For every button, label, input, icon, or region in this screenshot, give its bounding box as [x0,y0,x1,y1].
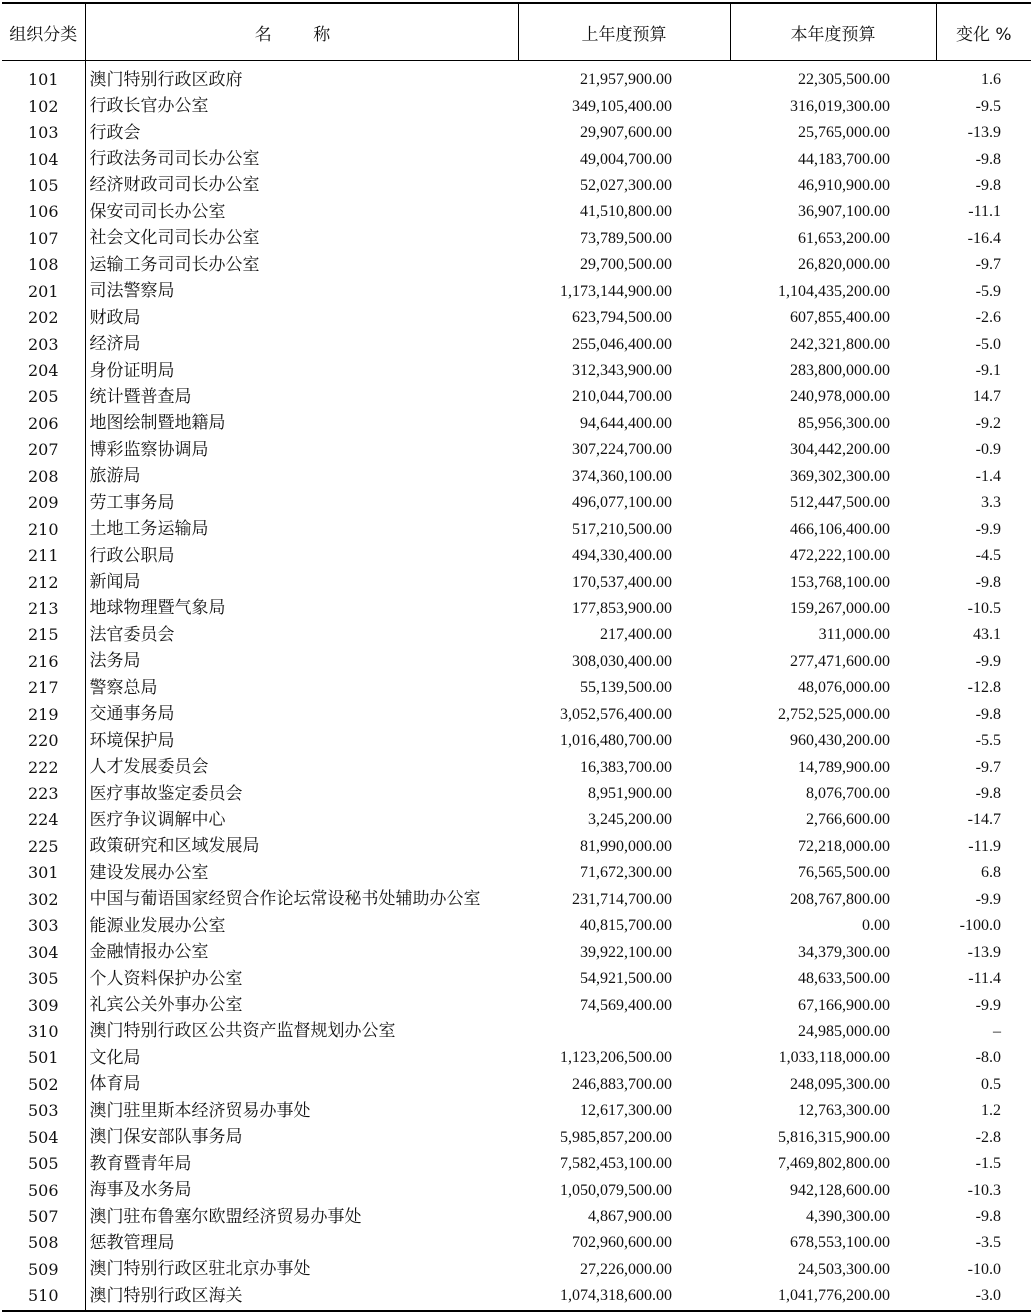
row-change-percent: -9.7 [975,256,1001,274]
row-name: 劳工事务局 [85,490,518,516]
row-name: 澳门特别行政区公共资产监督规划办公室 [85,1019,518,1045]
row-change-percent: -8.0 [975,1049,1001,1067]
row-curr-year-budget: 248,095,300.00 [790,1075,890,1093]
row-curr-year-budget: 48,076,000.00 [798,679,890,697]
row-prev-year-budget: 3,245,200.00 [588,811,672,829]
row-prev-year-budget: 94,644,400.00 [580,414,672,432]
row-prev-year-budget: 517,210,500.00 [572,520,672,538]
table-row [2,754,1031,780]
row-change-percent: -5.5 [975,732,1001,750]
header-curr-year: 本年度预算 [730,3,936,61]
table-row [2,384,1031,410]
row-change-percent: -3.5 [975,1234,1001,1252]
row-code: 207 [27,440,59,460]
row-curr-year-budget: 85,956,300.00 [798,414,890,432]
row-change-percent: – [993,1022,1001,1040]
row-curr-year-budget: 607,855,400.00 [790,309,890,327]
table-row [2,1257,1031,1283]
row-code: 222 [27,757,59,777]
row-curr-year-budget: 466,106,400.00 [790,520,890,538]
row-prev-year-budget: 16,383,700.00 [580,758,672,776]
table-row [2,358,1031,384]
table-row [2,516,1031,542]
row-name: 保安司司长办公室 [85,199,518,225]
row-prev-year-budget: 3,052,576,400.00 [560,705,672,723]
row-prev-year-budget: 170,537,400.00 [572,573,672,591]
row-curr-year-budget: 1,041,776,200.00 [730,1283,936,1310]
row-name: 建设发展办公室 [85,860,518,886]
row-name: 法务局 [85,649,518,675]
row-name: 统计暨普查局 [85,384,518,410]
row-code: 209 [27,493,59,513]
table-row [2,490,1031,516]
row-name: 人才发展委员会 [85,754,518,780]
row-name: 司法警察局 [85,279,518,305]
row-curr-year-budget: 61,653,200.00 [798,229,890,247]
row-name: 行政会 [85,120,518,146]
row-prev-year-budget: 41,510,800.00 [580,203,672,221]
row-change-percent: -9.9 [975,890,1001,908]
table-row [2,702,1031,728]
row-prev-year-budget: 5,985,857,200.00 [560,1128,672,1146]
row-prev-year-budget: 4,867,900.00 [588,1208,672,1226]
row-change-percent: -1.4 [975,467,1001,485]
row-curr-year-budget: 208,767,800.00 [790,890,890,908]
row-code: 217 [27,678,59,698]
row-change-percent: -9.9 [975,520,1001,538]
row-name: 澳门特别行政区海关 [85,1283,518,1310]
row-code: 507 [27,1207,59,1227]
table-row [2,649,1031,675]
row-prev-year-budget: 52,027,300.00 [580,176,672,194]
row-prev-year-budget: 74,569,400.00 [580,996,672,1014]
row-prev-year-budget: 27,226,000.00 [580,1260,672,1278]
row-code: 216 [27,651,59,671]
row-name: 经济局 [85,331,518,357]
row-curr-year-budget: 24,503,300.00 [798,1260,890,1278]
row-code: 505 [27,1154,59,1174]
row-change-percent: 1.2 [981,1102,1001,1120]
row-name: 海事及水务局 [85,1177,518,1203]
row-curr-year-budget: 311,000.00 [818,626,890,644]
row-curr-year-budget: 44,183,700.00 [798,150,890,168]
table-body [2,61,1031,1311]
row-change-percent: 1.6 [981,71,1001,89]
header-name: 名 称 [85,3,518,61]
row-code: 108 [27,255,59,275]
row-prev-year-budget: 217,400.00 [600,626,672,644]
row-code: 303 [27,916,59,936]
row-name: 文化局 [85,1045,518,1071]
row-prev-year-budget: 54,921,500.00 [580,970,672,988]
row-curr-year-budget: 7,469,802,800.00 [778,1155,890,1173]
row-curr-year-budget: 22,305,500.00 [798,71,890,89]
row-curr-year-budget: 8,076,700.00 [806,785,890,803]
row-name: 交通事务局 [85,702,518,728]
row-code: 508 [27,1233,59,1253]
row-code: 104 [27,149,59,169]
row-prev-year-budget: 496,077,100.00 [572,494,672,512]
row-prev-year-budget: 55,139,500.00 [580,679,672,697]
row-change-percent: -10.0 [967,1260,1001,1278]
row-name: 澳门特别行政区政府 [85,61,518,94]
table-row [2,279,1031,305]
row-name: 政策研究和区域发展局 [85,834,518,860]
row-prev-year-budget: 29,700,500.00 [580,256,672,274]
table-row [2,120,1031,146]
row-curr-year-budget: 153,768,100.00 [790,573,890,591]
row-code: 201 [27,281,59,301]
row-curr-year-budget: 76,565,500.00 [798,864,890,882]
table-header [2,3,1031,61]
row-prev-year-budget: 374,360,100.00 [572,467,672,485]
row-change-percent: -9.2 [975,414,1001,432]
row-name: 澳门保安部队事务局 [85,1125,518,1151]
row-code: 105 [27,175,59,195]
table-row [2,331,1031,357]
row-curr-year-budget: 25,765,000.00 [798,124,890,142]
row-code: 106 [27,202,59,222]
row-code: 211 [27,546,59,566]
row-curr-year-budget: 2,752,525,000.00 [778,705,890,723]
row-change-percent: -11.9 [968,837,1001,855]
row-change-percent: 3.3 [981,494,1001,512]
header-row [2,3,1031,61]
row-prev-year-budget: 49,004,700.00 [580,150,672,168]
row-name: 中国与葡语国家经贸合作论坛常设秘书处辅助办公室 [85,887,518,913]
row-code: 205 [27,387,59,407]
table-row [2,1098,1031,1124]
table-row [2,622,1031,648]
row-name: 医疗事故鉴定委员会 [85,781,518,807]
row-change-percent: 14.7 [973,388,1001,406]
row-name: 行政长官办公室 [85,93,518,119]
table-row [2,939,1031,965]
header-code: 组织分类 [2,3,85,61]
table-row [2,569,1031,595]
row-code: 215 [27,625,59,645]
row-change-percent: -3.0 [936,1283,1031,1310]
row-change-percent: -9.1 [975,362,1001,380]
row-name: 警察总局 [85,675,518,701]
row-name: 能源业发展办公室 [85,913,518,939]
table-row [2,61,1031,94]
row-code: 103 [27,123,59,143]
row-name: 财政局 [85,305,518,331]
row-code: 213 [27,598,59,618]
row-curr-year-budget: 283,800,000.00 [790,362,890,380]
row-code: 506 [27,1180,59,1200]
row-prev-year-budget: 623,794,500.00 [572,309,672,327]
table-row [2,675,1031,701]
row-prev-year-budget: 308,030,400.00 [572,652,672,670]
row-curr-year-budget: 0.00 [862,917,890,935]
row-prev-year-budget: 81,990,000.00 [580,837,672,855]
row-code: 502 [27,1074,59,1094]
row-code: 204 [27,361,59,381]
row-curr-year-budget: 34,379,300.00 [798,943,890,961]
row-change-percent: -9.9 [975,652,1001,670]
row-curr-year-budget: 67,166,900.00 [798,996,890,1014]
row-change-percent: -9.8 [975,150,1001,168]
row-prev-year-budget: 702,960,600.00 [572,1234,672,1252]
row-name: 新闻局 [85,569,518,595]
row-prev-year-budget: 1,074,318,600.00 [518,1283,730,1310]
row-change-percent: -14.7 [967,811,1001,829]
row-curr-year-budget: 2,766,600.00 [806,811,890,829]
row-prev-year-budget: 39,922,100.00 [580,943,672,961]
row-prev-year-budget: 246,883,700.00 [572,1075,672,1093]
table-row [2,252,1031,278]
row-change-percent: -12.8 [967,679,1001,697]
row-code: 101 [27,70,59,90]
row-change-percent: -10.3 [967,1181,1001,1199]
row-prev-year-budget: 1,123,206,500.00 [560,1049,672,1067]
row-curr-year-budget: 240,978,000.00 [790,388,890,406]
table-row [2,1072,1031,1098]
row-curr-year-budget: 5,816,315,900.00 [778,1128,890,1146]
row-curr-year-budget: 36,907,100.00 [798,203,890,221]
row-curr-year-budget: 316,019,300.00 [790,97,890,115]
table-row [2,1019,1031,1045]
row-code: 510 [2,1283,85,1310]
row-name: 社会文化司司长办公室 [85,226,518,252]
row-name: 礼宾公关外事办公室 [85,992,518,1018]
table-row [2,860,1031,886]
row-change-percent: -9.9 [975,996,1001,1014]
row-prev-year-budget: 494,330,400.00 [572,547,672,565]
row-name: 澳门特别行政区驻北京办事处 [85,1257,518,1283]
row-change-percent: -11.4 [968,970,1001,988]
budget-table [2,2,1031,1312]
row-change-percent: -16.4 [967,229,1001,247]
row-code: 208 [27,466,59,486]
row-name: 土地工务运输局 [85,516,518,542]
row-change-percent: -9.7 [975,758,1001,776]
row-curr-year-budget: 48,633,500.00 [798,970,890,988]
row-change-percent: -0.9 [975,441,1001,459]
row-change-percent: -100.0 [959,917,1001,935]
row-curr-year-budget: 369,302,300.00 [790,467,890,485]
row-code: 210 [27,519,59,539]
row-name: 环境保护局 [85,728,518,754]
row-prev-year-budget: 73,789,500.00 [580,229,672,247]
row-prev-year-budget: 12,617,300.00 [580,1102,672,1120]
row-curr-year-budget: 472,222,100.00 [790,547,890,565]
row-change-percent: -13.9 [967,943,1001,961]
row-prev-year-budget: 21,957,900.00 [580,71,672,89]
row-curr-year-budget: 678,553,100.00 [790,1234,890,1252]
table-row [2,1177,1031,1203]
row-code: 212 [27,572,59,592]
row-name: 经济财政司司长办公室 [85,173,518,199]
row-change-percent: 43.1 [973,626,1001,644]
row-name: 身份证明局 [85,358,518,384]
table-row [2,913,1031,939]
row-change-percent: 0.5 [981,1075,1001,1093]
row-change-percent: -2.6 [975,309,1001,327]
row-prev-year-budget: 312,343,900.00 [572,362,672,380]
row-prev-year-budget: 177,853,900.00 [572,599,672,617]
row-code: 220 [27,731,59,751]
row-curr-year-budget: 1,104,435,200.00 [778,282,890,300]
row-code: 504 [27,1127,59,1147]
row-code: 302 [27,889,59,909]
row-code: 225 [27,836,59,856]
row-change-percent: -9.8 [975,705,1001,723]
row-curr-year-budget: 26,820,000.00 [798,256,890,274]
row-code: 102 [27,96,59,116]
row-name: 澳门驻里斯本经济贸易办事处 [85,1098,518,1124]
row-code: 107 [27,228,59,248]
row-code: 224 [27,810,59,830]
table-row [2,596,1031,622]
table-row [2,464,1031,490]
row-change-percent: -9.8 [975,176,1001,194]
table-row [2,728,1031,754]
row-prev-year-budget: 255,046,400.00 [572,335,672,353]
row-code: 223 [27,784,59,804]
header-prev-year: 上年度预算 [518,3,730,61]
row-code: 503 [27,1101,59,1121]
row-code: 203 [27,334,59,354]
row-change-percent: -9.8 [975,1208,1001,1226]
row-name: 澳门驻布鲁塞尔欧盟经济贸易办事处 [85,1204,518,1230]
row-name: 行政公职局 [85,543,518,569]
row-prev-year-budget: 40,815,700.00 [580,917,672,935]
row-name: 运输工务司司长办公室 [85,252,518,278]
row-name: 医疗争议调解中心 [85,807,518,833]
row-curr-year-budget: 960,430,200.00 [790,732,890,750]
row-change-percent: -11.1 [968,203,1001,221]
row-name: 个人资料保护办公室 [85,966,518,992]
row-code: 206 [27,413,59,433]
row-name: 法官委员会 [85,622,518,648]
row-curr-year-budget: 46,910,900.00 [798,176,890,194]
row-prev-year-budget: 349,105,400.00 [572,97,672,115]
row-name: 金融情报办公室 [85,939,518,965]
row-curr-year-budget: 1,033,118,000.00 [778,1049,890,1067]
row-curr-year-budget: 277,471,600.00 [790,652,890,670]
row-prev-year-budget: 210,044,700.00 [572,388,672,406]
row-change-percent: -13.9 [967,124,1001,142]
table-row [2,305,1031,331]
row-code: 501 [27,1048,59,1068]
table-row [2,173,1031,199]
table-row [2,834,1031,860]
row-change-percent: -4.5 [975,547,1001,565]
row-prev-year-budget: 8,951,900.00 [588,785,672,803]
row-prev-year-budget: 1,016,480,700.00 [560,732,672,750]
row-change-percent: -5.9 [975,282,1001,300]
table-row [2,1204,1031,1230]
row-code: 309 [27,995,59,1015]
row-code: 509 [27,1259,59,1279]
row-curr-year-budget: 159,267,000.00 [790,599,890,617]
table-row [2,226,1031,252]
row-name: 行政法务司司长办公室 [85,146,518,172]
row-code: 219 [27,704,59,724]
row-change-percent: -9.5 [975,97,1001,115]
row-code: 202 [27,308,59,328]
table-row [2,437,1031,463]
table-row [2,966,1031,992]
row-curr-year-budget: 304,442,200.00 [790,441,890,459]
table-row [2,781,1031,807]
row-change-percent: -9.8 [975,785,1001,803]
row-change-percent: -9.8 [975,573,1001,591]
row-curr-year-budget: 512,447,500.00 [790,494,890,512]
row-prev-year-budget: 1,173,144,900.00 [560,282,672,300]
table-row [2,93,1031,119]
header-change: 变化 % [936,3,1031,61]
row-code: 310 [27,1021,59,1041]
row-curr-year-budget: 942,128,600.00 [790,1181,890,1199]
row-prev-year-budget: 1,050,079,500.00 [560,1181,672,1199]
row-prev-year-budget: 71,672,300.00 [580,864,672,882]
row-change-percent: -2.8 [975,1128,1001,1146]
table-row [2,887,1031,913]
table-row [2,992,1031,1018]
row-change-percent: -1.5 [975,1155,1001,1173]
row-curr-year-budget: 14,789,900.00 [798,758,890,776]
row-name: 博彩监察协调局 [85,437,518,463]
row-name: 惩教管理局 [85,1230,518,1256]
row-name: 教育暨青年局 [85,1151,518,1177]
row-prev-year-budget: 307,224,700.00 [572,441,672,459]
row-curr-year-budget: 4,390,300.00 [806,1208,890,1226]
row-code: 301 [27,863,59,883]
table-row [2,146,1031,172]
table-row [2,411,1031,437]
row-name: 地球物理暨气象局 [85,596,518,622]
table-row [2,1283,1031,1310]
row-curr-year-budget: 72,218,000.00 [798,837,890,855]
row-curr-year-budget: 24,985,000.00 [798,1022,890,1040]
row-change-percent: 6.8 [981,864,1001,882]
table-row [2,807,1031,833]
table-row [2,1230,1031,1256]
table-row [2,543,1031,569]
row-prev-year-budget: 231,714,700.00 [572,890,672,908]
row-name: 体育局 [85,1072,518,1098]
row-code: 304 [27,942,59,962]
row-prev-year-budget [518,1019,730,1045]
row-name: 地图绘制暨地籍局 [85,411,518,437]
row-curr-year-budget: 242,321,800.00 [790,335,890,353]
table-row [2,1125,1031,1151]
row-name: 旅游局 [85,464,518,490]
row-code: 305 [27,969,59,989]
row-change-percent: -10.5 [967,599,1001,617]
row-prev-year-budget: 29,907,600.00 [580,124,672,142]
row-curr-year-budget: 12,763,300.00 [798,1102,890,1120]
row-change-percent: -5.0 [975,335,1001,353]
row-prev-year-budget: 7,582,453,100.00 [560,1155,672,1173]
table-row [2,1151,1031,1177]
table-row [2,1045,1031,1071]
table-row [2,199,1031,225]
